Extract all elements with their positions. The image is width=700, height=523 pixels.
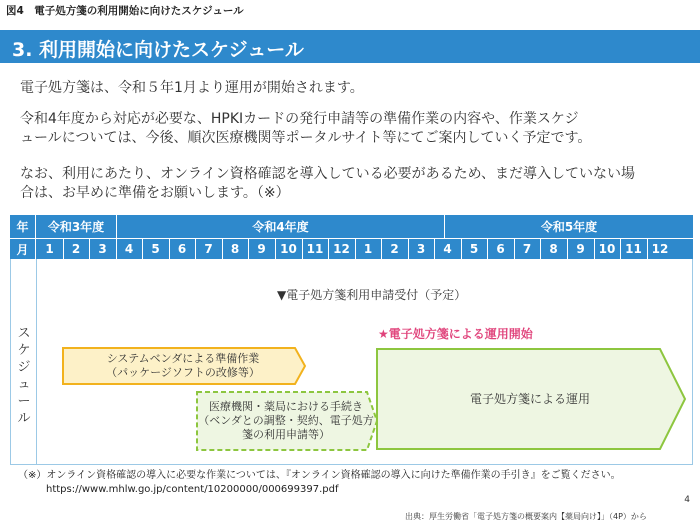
month-cell: 2 [71, 242, 81, 256]
facility-procedure-text [197, 400, 375, 442]
footnote-url[interactable]: https://www.mhlw.go.jp/content/10200000/000699397.pdf [46, 484, 339, 495]
page-number: 4 [684, 495, 690, 505]
operation-text: 電子処方箋による運用 [469, 392, 590, 406]
month-cell: 6 [496, 242, 505, 256]
figure-caption: 図4 電子処方箋の利用開始に向けたスケジュール [6, 5, 244, 17]
month-cell: 10 [598, 242, 616, 256]
year-label-r5: 令和5年度 [540, 220, 598, 234]
month-cell: 4 [124, 242, 134, 256]
month-cell: 5 [469, 242, 479, 256]
month-cell: 11 [306, 242, 324, 256]
month-cell: 6 [177, 242, 187, 256]
facility-line-3: 箋の利用申請等） [242, 428, 330, 441]
year-row-label: 年 [16, 220, 29, 234]
month-cell: 11 [625, 242, 642, 256]
month-cell: 7 [522, 242, 532, 256]
month-row-label: 月 [16, 242, 29, 257]
paragraph-2-line-1: 令和4年度から対応が必要な、HPKIカードの発行申請等の準備作業の内容や、作業スケジ [20, 111, 579, 127]
month-cell: 3 [416, 242, 426, 256]
month-cell: 2 [390, 242, 399, 256]
source-credit: 出典：厚生労働省「電子処方箋の概要案内【薬局向け】」（4P）から [405, 512, 647, 521]
vendor-line-2: （パッケージソフトの改修等） [106, 366, 260, 379]
month-cell: 3 [98, 242, 107, 256]
paragraph-2-line-2: ュールについては、今後、順次医療機関等ポータルサイト等にてご案内していく予定です。 [20, 130, 592, 146]
facility-line-1: 医療機関・薬局における手続き [209, 400, 363, 413]
month-cell: 5 [151, 242, 160, 256]
footnote-line-1: （※）オンライン資格確認の導入に必要な作業については、『オンライン資格確認の導入に向けた準備作業の手引き』をご覧ください。 [18, 470, 621, 481]
paragraph-1-text: 電子処方箋は、令和５年1月より運用が開始されます。 [20, 80, 364, 96]
schedule-side-label: スケジュール [17, 326, 31, 426]
month-cell: 9 [576, 242, 585, 256]
month-cell: 12 [651, 242, 669, 256]
month-cell: 8 [230, 242, 240, 256]
vendor-preparation-text [63, 352, 303, 380]
month-cell: 1 [363, 242, 373, 256]
month-cell: 9 [257, 242, 266, 256]
month-cell: 4 [443, 242, 452, 256]
section-title: 3. 利用開始に向けたスケジュール [12, 39, 304, 61]
year-label-r4: 令和4年度 [252, 220, 309, 234]
paragraph-3-line-2: 合は、お早めに準備をお願いします。（※） [20, 185, 290, 201]
month-cell: 12 [333, 242, 350, 256]
year-label-r3: 令和3年度 [47, 220, 105, 234]
operation-start-label: ★電子処方箋による運用開始 [378, 327, 533, 341]
facility-line-2: （ベンダとの調整・契約、電子処方 [198, 414, 374, 427]
month-cell: 1 [45, 242, 54, 256]
vendor-line-1: システムベンダによる準備作業 [106, 352, 260, 365]
month-cell: 10 [280, 242, 297, 256]
month-cell: 8 [549, 242, 558, 256]
month-cell: 7 [204, 242, 213, 256]
milestone-application-label: ▼電子処方箋利用申請受付（予定） [277, 288, 467, 302]
paragraph-3-line-1: なお、利用にあたり、オンライン資格確認を導入している必要があるため、まだ導入していない場 [20, 166, 636, 182]
footnote [18, 469, 621, 497]
